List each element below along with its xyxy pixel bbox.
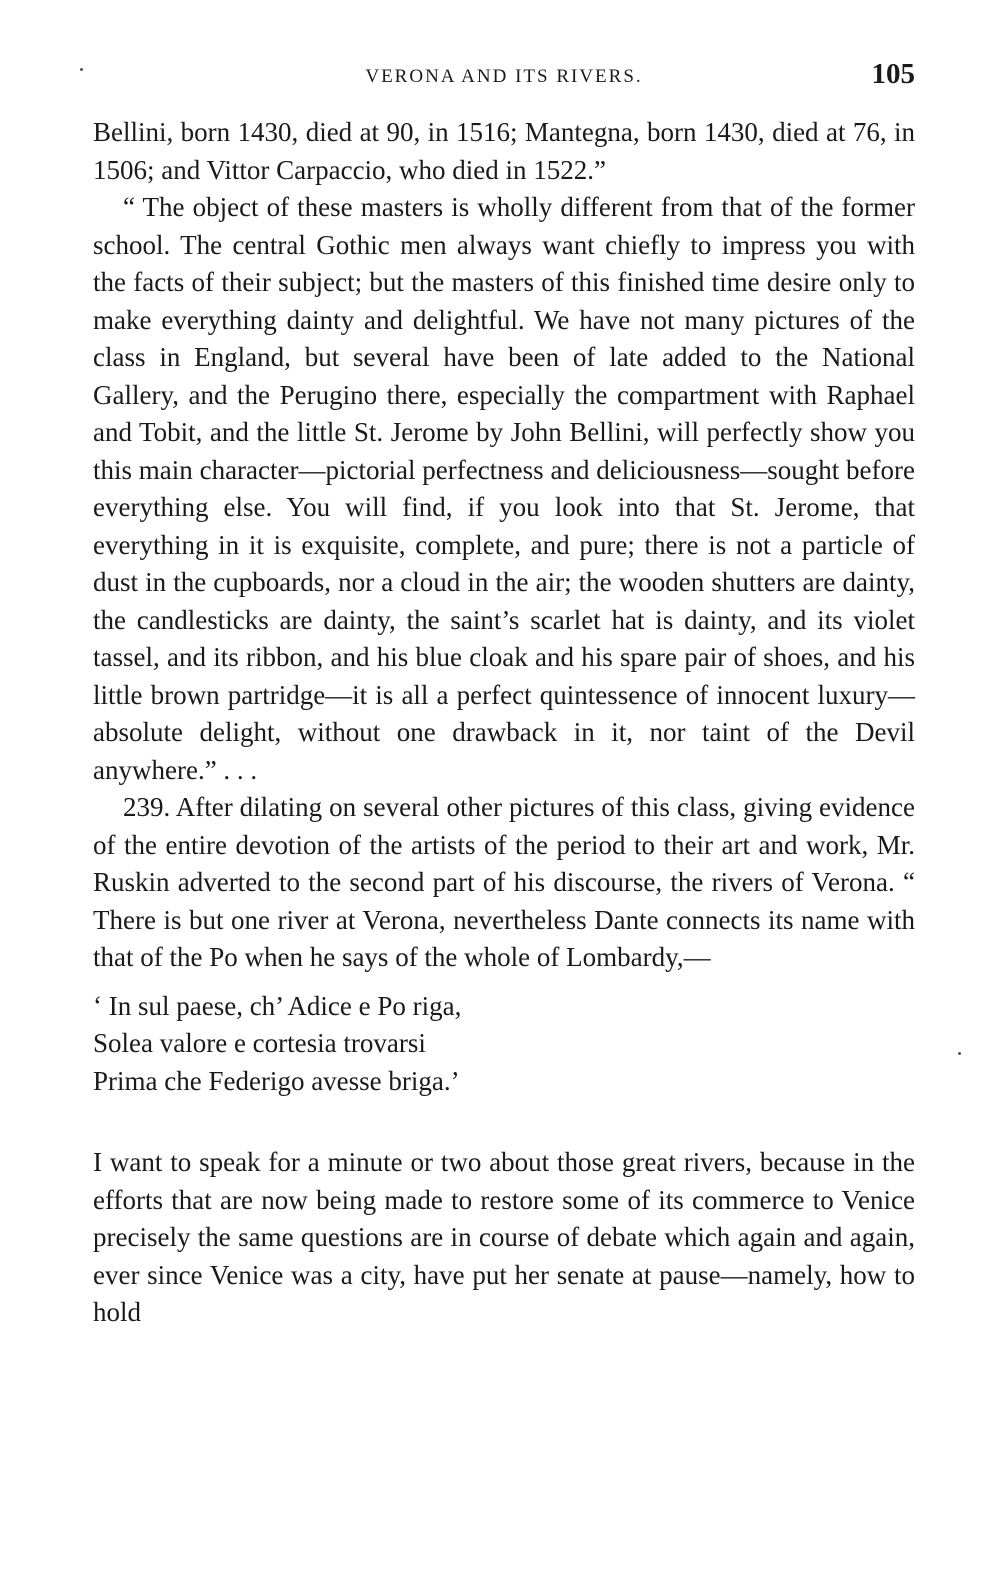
paragraph-239: 239. After dilating on several other pictures of this class, giving evidence of the entire devotion of the artists of the period to their art and work, Mr. Ruskin adverted to the second part of his discourse, the rivers of Verona. “ There is but one river at Verona, nevertheless Dante connects its name with that of the Po when he says of the whole of Lombardy,— [93,792,915,972]
verse-line: ‘ In sul paese, ch’ Adice e Po riga, [93,990,462,1021]
page-number: 105 [871,58,915,90]
verse-line: Solea valore e cortesia trovarsi [93,1028,426,1058]
paragraph-quotation: “ The object of these masters is wholly different from that of the former school. The central Gothic men always want chiefly to impress you with the facts of their subject; but the masters of this finished time desire only to make everything dainty and delightful. We have not many pictures of the class in England, but several have been of late added to the National Gallery, and the Perugino there, especially the compartment with Raphael and Tobit, and the little St. Jerome by John Bellini, will perfectly show you this main character—pictorial perfectness and deliciousness—sought before everything else. You will find, if you look into that St. Jerome, that everything in it is exquisite, complete, and pure; there is not a particle of dust in the cupboards, nor a cloud in the air; the wooden shutters are dainty, the candlesticks are dainty, the saint’s scarlet hat is dainty, and its violet tassel, and its ribbon, and his blue cloak and his spare pair of shoes, and his little brown partridge—it is all a perfect quintessence of innocent luxury—absolute delight, without one drawback in it, nor taint of the Devil anywhere.” . . . [93,192,915,785]
paragraph-continuation: Bellini, born 1430, died at 90, in 1516; Mantegna, born 1430, died at 76, in 1506; and Vittor Carpaccio, who died in 1522.” [93,117,915,185]
body-text [93,114,915,1332]
paragraph-rivers: I want to speak for a minute or two about those great rivers, because in the efforts that are now being made to restore some of its commerce to Venice precisely the same questions are in course of debate which again and again, ever since Venice was a city, have put her senate at pause—namely, how to hold [93,1147,915,1327]
scan-speck [958,1052,961,1055]
running-title: VERONA AND ITS RIVERS. [365,66,643,87]
verse-line: Prima che Federigo avesse briga.’ [93,1065,460,1096]
running-header [93,58,915,98]
scan-speck [80,68,83,71]
